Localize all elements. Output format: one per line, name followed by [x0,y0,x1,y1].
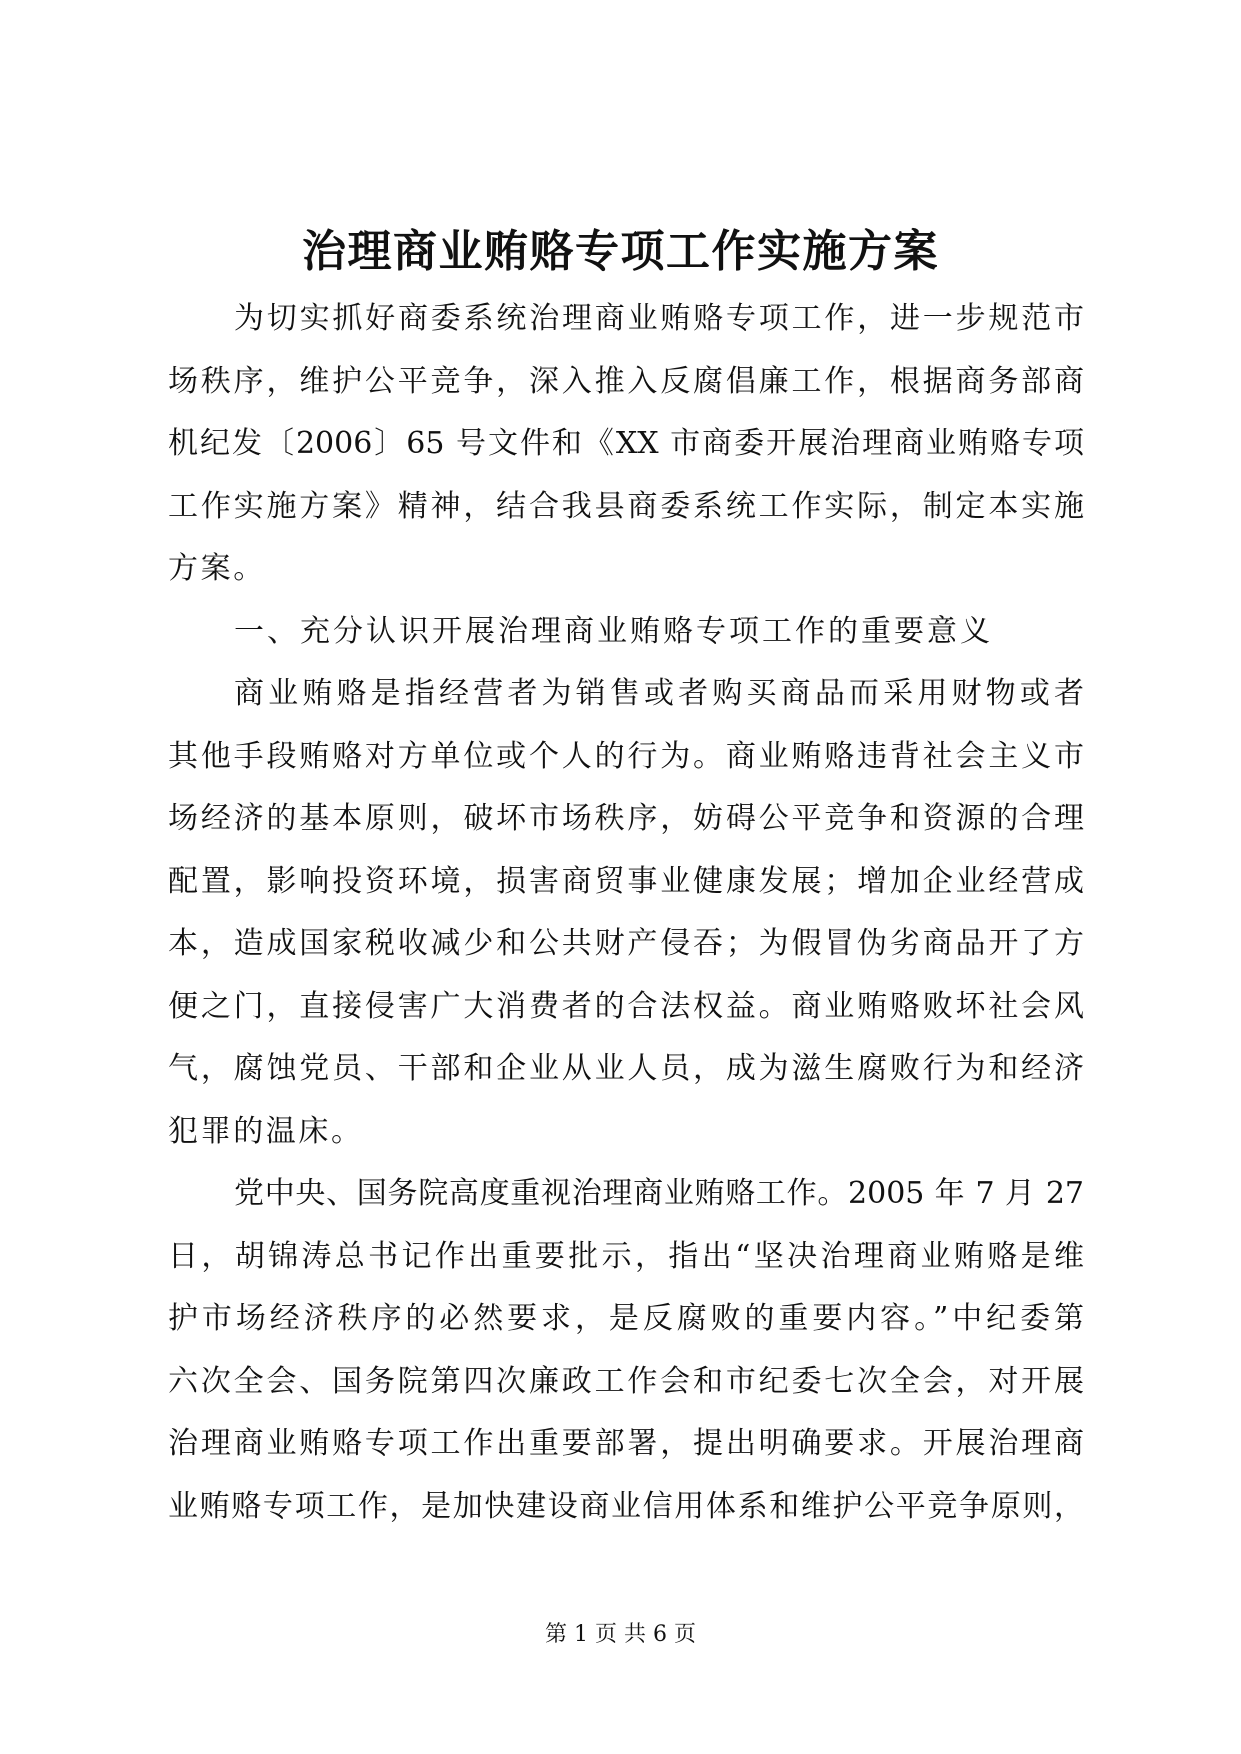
text-line: 党中央、国务院高度重视治理商业贿赂工作。2005 年 7 月 27 [234,1176,1084,1211]
text-line: 为切实抓好商委系统治理商业贿赂专项工作，进一步规范市 [234,301,1084,336]
text-line: 治理商业贿赂专项工作出重要部署，提出明确要求。开展治理商 [168,1426,1084,1461]
paragraph [168,1163,1084,1538]
text-line: 业贿赂专项工作，是加快建设商业信用体系和维护公平竞争原则， [168,1488,1084,1524]
text-line: 日，胡锦涛总书记作出重要批示，指出“坚决治理商业贿赂是维 [168,1238,1084,1274]
text-line: 六次全会、国务院第四次廉政工作会和市纪委七次全会，对开展 [168,1363,1084,1399]
text-line: 犯罪的温床。 [168,1113,364,1149]
text-line: 便之门，直接侵害广大消费者的合法权益。商业贿赂败坏社会风 [168,988,1084,1024]
paragraph [168,288,1084,601]
document-body [168,288,1084,1538]
text-line: 场秩序，维护公平竞争，深入推入反腐倡廉工作，根据商务部商 [168,363,1084,399]
page-footer: 第 1 页 共 6 页 [545,1622,696,1647]
text-line: 方案。 [168,551,266,586]
section-heading [168,601,1084,664]
text-line: 场经济的基本原则，破坏市场秩序，妨碍公平竞争和资源的合理 [168,801,1084,836]
document-title: 治理商业贿赂专项工作实施方案 [302,226,939,277]
text-line: 商业贿赂是指经营者为销售或者购买商品而采用财物或者 [234,676,1084,711]
section-heading-text: 一、充分认识开展治理商业贿赂专项工作的重要意义 [234,613,993,649]
text-line: 配置，影响投资环境，损害商贸事业健康发展；增加企业经营成 [168,863,1084,899]
text-line: 本，造成国家税收减少和公共财产侵吞；为假冒伪劣商品开了方 [168,926,1084,961]
text-line: 其他手段贿赂对方单位或个人的行为。商业贿赂违背社会主义市 [168,738,1084,774]
text-line: 工作实施方案》精神，结合我县商委系统工作实际，制定本实施 [168,488,1084,524]
text-line: 护市场经济秩序的必然要求，是反腐败的重要内容。”中纪委第 [168,1301,1084,1336]
text-line: 机纪发〔2006〕65 号文件和《XX 市商委开展治理商业贿赂专项 [168,426,1084,461]
paragraph [168,663,1084,1163]
text-line: 气，腐蚀党员、干部和企业从业人员，成为滋生腐败行为和经济 [168,1051,1084,1086]
